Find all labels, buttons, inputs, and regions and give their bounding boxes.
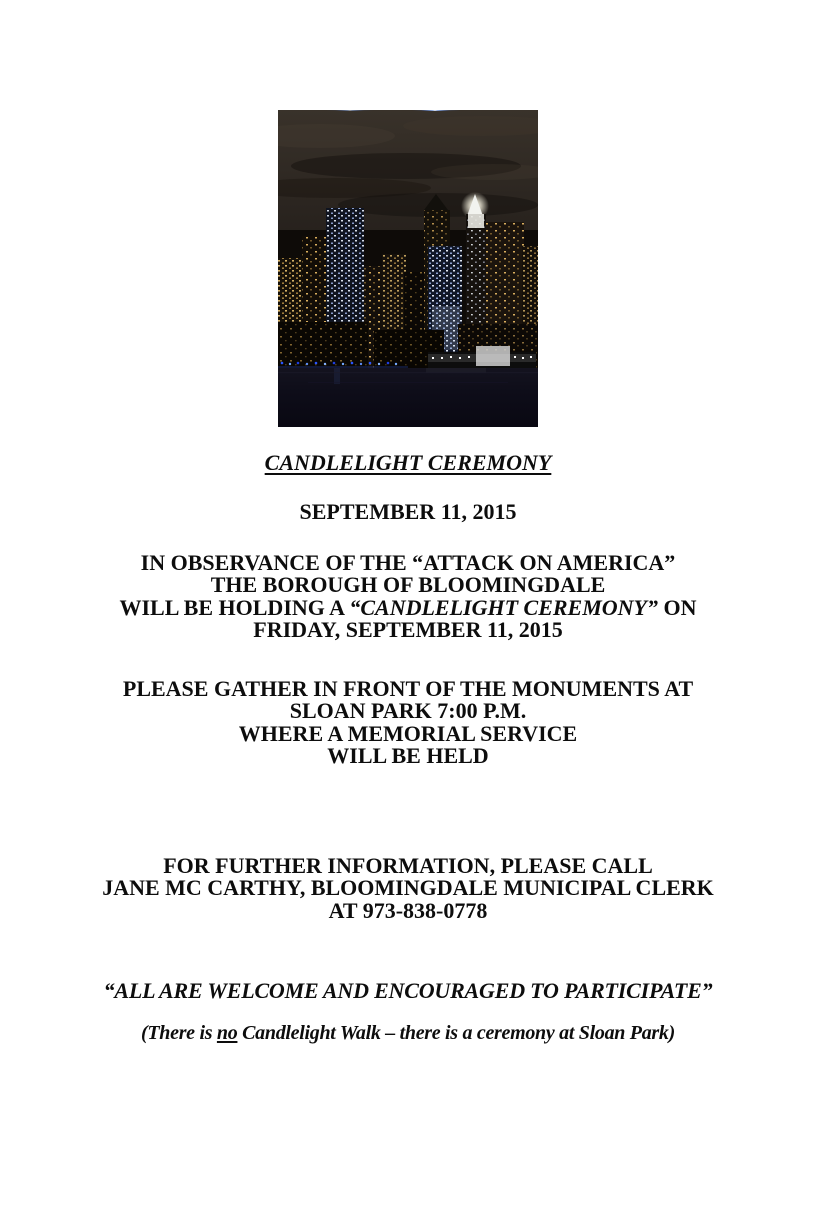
page-title-text: CANDLELIGHT CEREMONY <box>264 450 552 475</box>
footnote-post: Candlelight Walk – there is a ceremony at Sloan Park) <box>237 1022 675 1044</box>
contact-line-2: JANE MC CARTHY, BLOOMINGDALE MUNICIPAL CLERK <box>102 875 714 901</box>
gathering-line-4: WILL BE HELD <box>327 743 489 769</box>
footnote-underlined-word: no <box>216 1022 238 1044</box>
welcome-quote: “ALL ARE WELCOME AND ENCOURAGED TO PARTICIPATE” <box>103 978 713 1003</box>
contact-line-3: AT 973-838-0778 <box>328 897 488 923</box>
footnote <box>0 1021 816 1045</box>
water <box>278 368 538 427</box>
contact-paragraph <box>0 855 816 922</box>
contact-line-1: FOR FURTHER INFORMATION, PLEASE CALL <box>163 853 653 878</box>
gathering-line-3: WHERE A MEMORIAL SERVICE <box>238 720 578 746</box>
observance-line-4: FRIDAY, SEPTEMBER 11, 2015 <box>253 617 563 643</box>
left-beam <box>326 110 374 360</box>
page-title <box>0 451 816 475</box>
date-line: SEPTEMBER 11, 2015 <box>299 499 517 524</box>
gathering-line-2: SLOAN PARK 7:00 P.M. <box>289 698 527 724</box>
tribute-in-light-photo <box>278 110 538 427</box>
observance-line-3-post: ON <box>658 594 697 620</box>
gathering-paragraph <box>0 678 816 768</box>
observance-line-1: IN OBSERVANCE OF THE “ATTACK ON AMERICA” <box>140 550 676 575</box>
observance-line-3-italic: “CANDLELIGHT CEREMONY” <box>349 594 658 620</box>
observance-paragraph <box>0 552 816 642</box>
gathering-line-1: PLEASE GATHER IN FRONT OF THE MONUMENTS AT <box>122 676 694 701</box>
observance-line-3-pre: WILL BE HOLDING A <box>119 594 350 620</box>
tribute-in-light-graphic <box>278 110 538 427</box>
footnote-pre: (There is <box>141 1022 217 1044</box>
right-beam <box>412 110 460 420</box>
observance-line-2: THE BOROUGH OF BLOOMINGDALE <box>210 572 606 598</box>
observance-line-3 <box>0 594 816 620</box>
